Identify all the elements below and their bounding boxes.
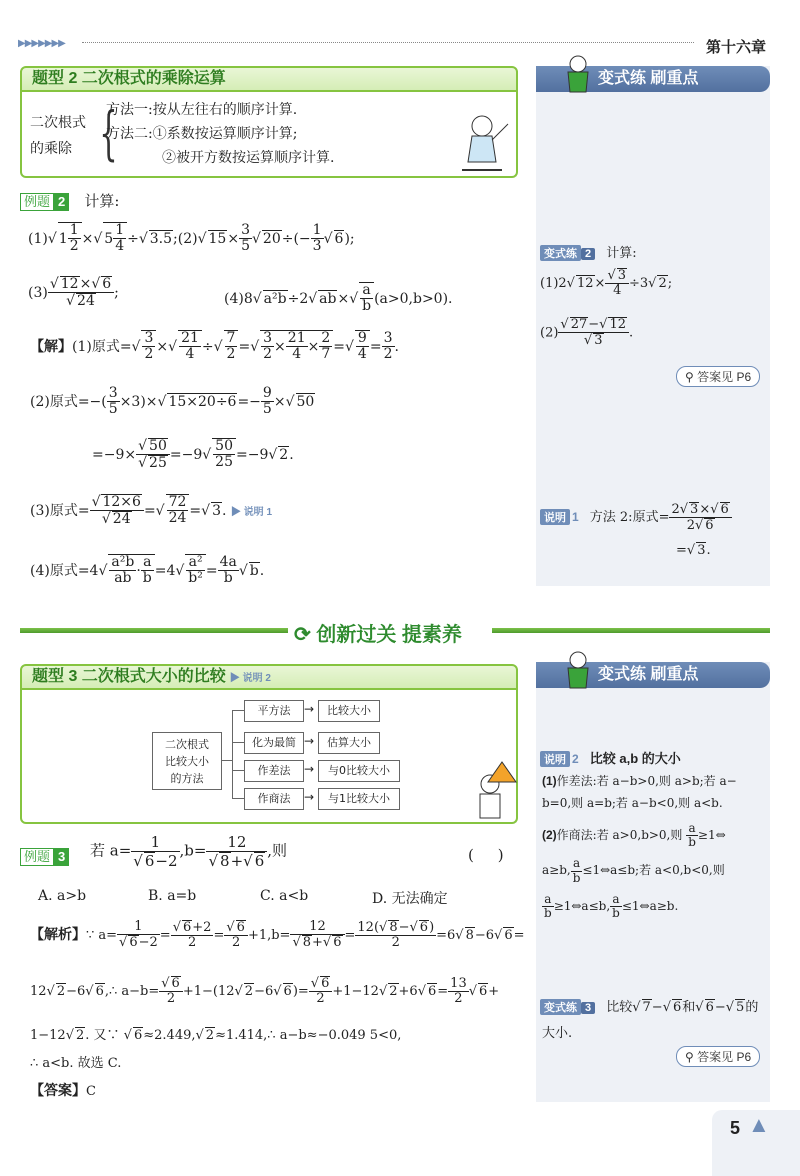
key-icon: ⚲ bbox=[685, 370, 694, 384]
banner-line-left bbox=[20, 628, 288, 633]
practice3-text-2: 大小. bbox=[542, 1026, 573, 1041]
example-tag: 例题 bbox=[20, 193, 54, 211]
choice-a: A. a>b bbox=[38, 888, 87, 904]
method-2: 方法二:①系数按运算顺序计算; bbox=[106, 126, 298, 142]
result-box-4: 与1比较大小 bbox=[318, 788, 400, 810]
sol-line-1: 【解】(1)原式=√ $\frac{3}{2}$ ×√ $\frac{21}{4}$ ÷√ $\frac{7}{2}$ =√ $\frac{3}{2}$ × $\frac{21}{4}$ × $\frac{2}{7}$ =√ $\frac{9}{4}$ = $\frac{3}{2}$ . bbox=[30, 330, 399, 363]
key-icon-2: ⚲ bbox=[685, 1050, 694, 1064]
page-number: 5 bbox=[730, 1118, 741, 1138]
result-box-1: 比较大小 bbox=[318, 700, 380, 722]
result-box-2: 估算大小 bbox=[318, 732, 380, 754]
example-num: 2 bbox=[54, 193, 69, 211]
center-box: 二次根式 比较大小 的方法 bbox=[152, 732, 222, 790]
analysis-line-3: 1−12√ 2. 又∵ √ 6≈2.449,√ 2≈1.414,∴ a−b≈−0.049 5<0, bbox=[30, 1028, 402, 1043]
practice3-text: 比较√ 7−√ 6和√ 6−√ 5的 bbox=[606, 1000, 759, 1015]
practice3-tag: 变式练 bbox=[540, 999, 581, 1015]
topic2-label-2: 的乘除 bbox=[30, 141, 72, 157]
banner-title: ⟳ 创新过关 提素养 bbox=[294, 624, 462, 646]
problem-3: (3) $\frac{√ 12\times√ 6}{√ 24}$ ; bbox=[28, 276, 119, 310]
method-box-4: 作商法 bbox=[244, 788, 304, 810]
chapter-title: 第十六章 bbox=[706, 39, 767, 56]
problem-1-2: (1)√ 1 $\frac{1}{2}$ ×√ 5 $\frac{1}{4}$ ÷√ 3.5;(2)√ 15× $\frac{3}{5}$ √ 20÷(− $\frac{1}{3}$ √ 6); bbox=[28, 222, 355, 255]
problem-4: (4)8√ a²b÷2√ ab×√ $\frac{a}{b}$ (a>0,b>0). bbox=[224, 282, 453, 315]
cartoon-illustration-2 bbox=[470, 756, 520, 822]
result-box-3: 与0比较大小 bbox=[318, 760, 400, 782]
practice-problems: (1)2√ 12× $\frac{√ 3}{4}$ ÷3√ 2; (2) $\frac{√ 27-√ 12}{√ 3}$ . bbox=[540, 268, 673, 348]
note2-tag: 说明 bbox=[540, 751, 570, 767]
header-arrows: ▶▶▶▶▶▶▶ bbox=[18, 38, 65, 49]
brace: { bbox=[99, 99, 118, 167]
method-box-1: 平方法 bbox=[244, 700, 304, 722]
student-icon bbox=[562, 54, 594, 94]
compass-icon: ▲ bbox=[748, 1112, 770, 1137]
practice-tag: 变式练 bbox=[540, 245, 581, 261]
header-rule bbox=[82, 42, 694, 43]
method-box-2: 化为最简 bbox=[244, 732, 304, 754]
note-tag: 说明 bbox=[540, 509, 570, 525]
example-intro: 计算: bbox=[84, 192, 120, 210]
sidebar-2-title: 变式练 刷重点 bbox=[536, 662, 770, 688]
method-3: ②被开方数按运算顺序计算. bbox=[162, 150, 335, 166]
ex3-question: 若 a= $\frac{1}{√ 6-2}$ ,b= $\frac{12}{√ 8+√ 6}$ ,则 bbox=[90, 833, 288, 870]
sidebar-1-title: 变式练 刷重点 bbox=[536, 66, 770, 92]
note2-body: (1)作差法:若 a−b>0,则 a>b;若 a− b=0,则 a=b;若 a−b<0,则 a<b. (2)作商法:若 a>0,b>0,则 $\frac{a}{b}$ ≥1⇔ a≥b, $\frac{a}{b}$ ≤1⇔a≤b;若 a<0,b<0,则 $\frac{a}{b}$ ≥1⇔a≤b, $\frac{a}{b}$ ≤1⇔a≥b. bbox=[542, 774, 737, 920]
answer-link-2[interactable]: ⚲ 答案见 P6 bbox=[676, 1046, 760, 1067]
method-box-3: 作差法 bbox=[244, 760, 304, 782]
topic2-box bbox=[20, 92, 518, 178]
sol-line-2: (2)原式=−( $\frac{3}{5}$ ×3)×√ 15×20÷6=− $\frac{9}{5}$ ×√ 50 bbox=[30, 385, 315, 418]
analysis-line-1: 【解析】∵ a= $\frac{1}{√ 6-2}$ = $\frac{√ 6+2}{2}$ = $\frac{√ 6}{2}$ +1,b= $\frac{12}{√ 8+√ 6}$ = $\frac{12(√ 8-√ 6)}{2}$ =6√ 8−6√ 6= bbox=[30, 919, 525, 951]
tree-trunk bbox=[232, 710, 233, 798]
choice-b: B. a=b bbox=[148, 888, 197, 904]
banner-line-right bbox=[492, 628, 770, 633]
student-icon-2 bbox=[562, 650, 594, 690]
sol-line-4: (3)原式= $\frac{√ 12\times 6}{√ 24}$ =√ $\frac{72}{24}$ =√ 3. ▶ 说明 1 bbox=[30, 494, 273, 528]
choice-c: C. a<b bbox=[260, 888, 309, 904]
example3-num: 3 bbox=[54, 848, 69, 866]
analysis-line-4: ∴ a<b. 故选 C. bbox=[30, 1056, 122, 1071]
topic2-title: 题型 2 二次根式的乘除运算 bbox=[20, 66, 518, 92]
banner-icon: ⟳ bbox=[294, 624, 311, 646]
topic3-box: 二次根式 比较大小 的方法 平方法 化为最简 作差法 作商法 → → → → 比较大小 估算大小 与0比较大小 与1比较大小 bbox=[20, 690, 518, 824]
note2-title: 比较 a,b 的大小 bbox=[589, 751, 681, 766]
answer-link-1[interactable]: ⚲ 答案见 P6 bbox=[676, 366, 760, 387]
answer-bracket: ( ) bbox=[468, 846, 504, 864]
example3-tag: 例题 bbox=[20, 848, 54, 866]
answer-line: 【答案】C bbox=[30, 1082, 96, 1099]
topic3-title: 题型 3 二次根式大小的比较 ▶ 说明 2 bbox=[20, 664, 518, 690]
practice-intro: 计算: bbox=[606, 246, 637, 261]
method-1: 方法一:按从左往右的顺序计算. bbox=[106, 102, 298, 118]
topic2-label-1: 二次根式 bbox=[30, 115, 86, 131]
sol-line-3: =−9× $\frac{√ 50}{√ 25}$ =−9√ $\frac{50}{25}$ =−9√ 2. bbox=[92, 438, 294, 472]
analysis-line-2: 12√ 2−6√ 6,∴ a−b= $\frac{√ 6}{2}$ +1−(12√ 2−6√ 6)= $\frac{√ 6}{2}$ +1−12√ 2+6√ 6= $\frac{13}{2}$ √ 6+ bbox=[30, 975, 500, 1007]
sol-line-5: (4)原式=4√ $\frac{\text{a²b}}{ab}$ · $\frac{a}{b}$ =4√ $\frac{\text{a²}}{\text{b²}}$ = $\frac{4a}{b}$ √ b. bbox=[30, 554, 265, 587]
note-result: =√ 3. bbox=[676, 543, 711, 558]
cartoon-illustration bbox=[452, 110, 512, 176]
choice-d: D. 无法确定 bbox=[372, 891, 448, 907]
